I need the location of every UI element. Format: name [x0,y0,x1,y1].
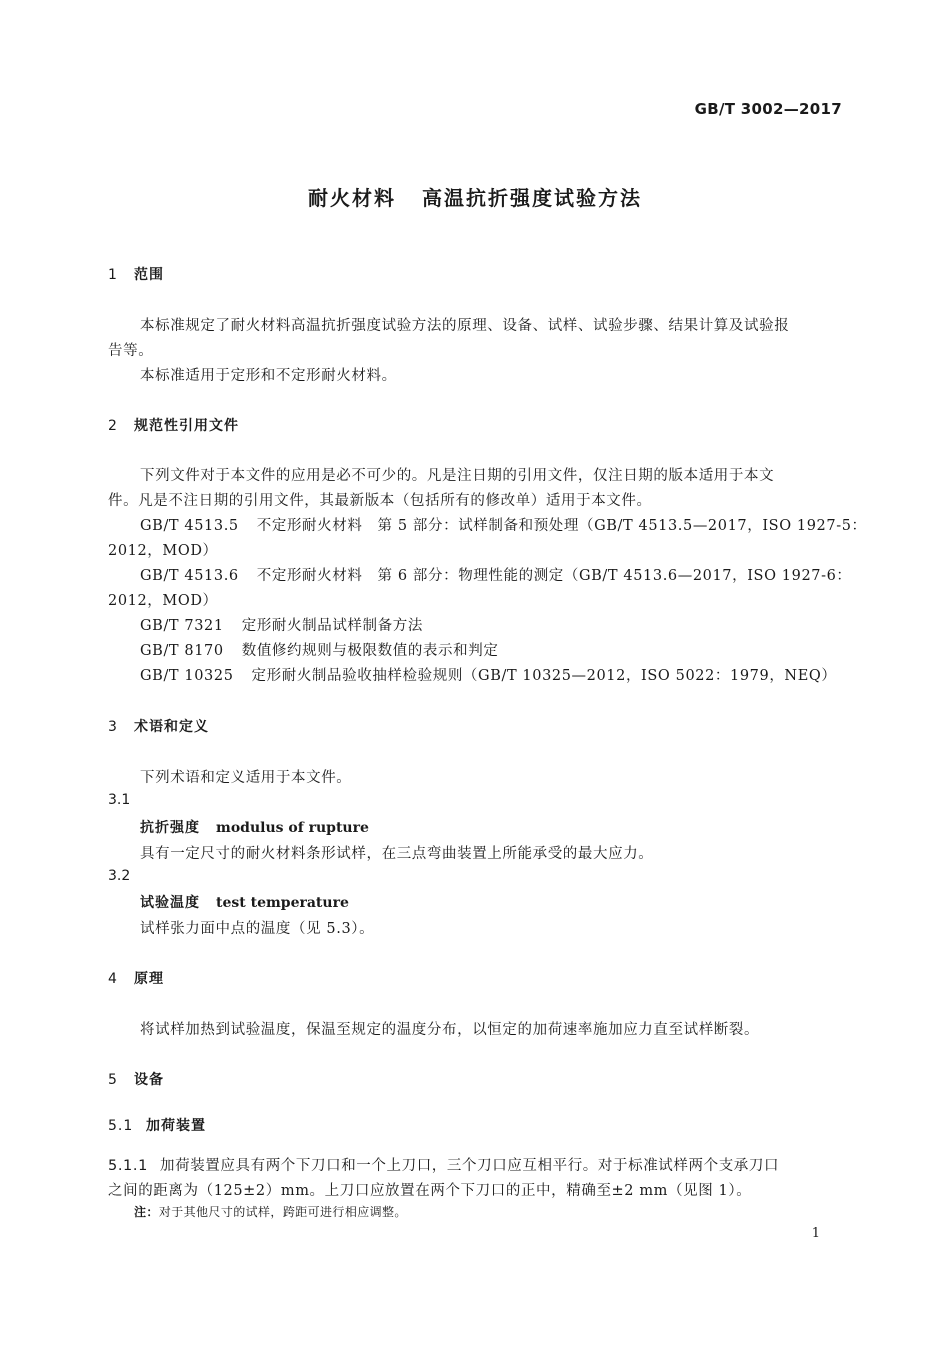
reference-item [140,564,852,585]
term-chinese: 抗折强度 [140,820,200,836]
reference-title: 数值修约规则与极限数值的表示和判定 [241,643,499,659]
section-3-heading [108,716,209,736]
reference-code: GB/T 8170 [140,643,224,659]
term-english: test temperature [216,895,349,911]
section-1-heading [108,264,164,284]
term-number: 3.1 [108,792,131,808]
reference-item [140,514,867,535]
reference-continuation: 2012，MOD） [108,593,218,609]
standard-number: GB/T 3002—2017 [694,100,842,118]
clause-number: 5.1.1 [108,1158,148,1174]
document-title [0,182,950,211]
reference-item [140,664,836,685]
title-part-2: 高温抗折强度试验方法 [422,186,642,210]
references-intro-line-1: 下列文件对于本文件的应用是必不可少的。凡是注日期的引用文件，仅注日期的版本适用于本文 [140,468,775,484]
reference-code: GB/T 4513.5 [140,518,239,534]
term-english: modulus of rupture [216,820,369,836]
title-part-1: 耐火材料 [308,186,396,210]
scope-paragraph-2: 本标准适用于定形和不定形耐火材料。 [140,368,397,384]
subsection-number: 5.1 [108,1118,134,1134]
section-number: 4 [108,971,118,987]
note-text: 对于其他尺寸的试样，跨距可进行相应调整。 [158,1205,407,1219]
section-title: 范围 [134,267,164,283]
section-title: 规范性引用文件 [134,418,239,434]
section-title: 设备 [134,1072,164,1088]
reference-title: 不定形耐火材料 第 6 部分：物理性能的测定（GB/T 4513.6—2017，ISO 1927-6： [256,568,852,584]
subsection-title: 加荷装置 [146,1118,206,1134]
term-number: 3.2 [108,868,131,884]
section-number: 2 [108,418,118,434]
term-heading [140,817,369,837]
term-heading [140,892,349,912]
note [134,1203,407,1220]
reference-title: 定形耐火制品验收抽样检验规则（GB/T 10325—2012，ISO 5022：1979，NEQ） [251,668,837,684]
clause-5-1-1-line-2: 之间的距离为（125±2）mm。上刀口应放置在两个下刀口的正中，精确至±2 mm（见图 1）。 [108,1183,752,1199]
section-title: 原理 [134,971,164,987]
scope-paragraph-1-line-2: 告等。 [108,343,154,359]
references-intro-line-2: 件。凡是不注日期的引用文件，其最新版本（包括所有的修改单）适用于本文件。 [108,493,652,509]
section-title: 术语和定义 [134,719,209,735]
subsection-5-1-heading [108,1115,206,1135]
section-2-heading [108,415,239,435]
section-number: 1 [108,267,118,283]
reference-code: GB/T 10325 [140,668,234,684]
reference-item [140,614,423,635]
section-4-heading [108,968,164,988]
principle-paragraph: 将试样加热到试验温度，保温至规定的温度分布，以恒定的加荷速率施加应力直至试样断裂。 [140,1022,760,1038]
reference-code: GB/T 4513.6 [140,568,239,584]
scope-paragraph-1-line-1: 本标准规定了耐火材料高温抗折强度试验方法的原理、设备、试样、试验步骤、结果计算及试验报 [140,318,790,334]
term-definition: 具有一定尺寸的耐火材料条形试样，在三点弯曲装置上所能承受的最大应力。 [140,846,654,862]
term-definition: 试样张力面中点的温度（见 5.3）。 [140,921,375,937]
reference-item [140,639,498,660]
term-chinese: 试验温度 [140,895,200,911]
terms-intro: 下列术语和定义适用于本文件。 [140,770,352,786]
reference-title: 定形耐火制品试样制备方法 [241,618,423,634]
note-label: 注： [134,1205,159,1219]
reference-title: 不定形耐火材料 第 5 部分：试样制备和预处理（GB/T 4513.5—2017，ISO 1927-5： [256,518,867,534]
section-number: 3 [108,719,118,735]
reference-continuation: 2012，MOD） [108,543,218,559]
section-number: 5 [108,1072,118,1088]
reference-code: GB/T 7321 [140,618,224,634]
clause-text: 加荷装置应具有两个下刀口和一个上刀口，三个刀口应互相平行。对于标准试样两个支承刀口 [160,1158,780,1174]
clause-5-1-1-line-1 [108,1154,779,1175]
page-number: 1 [811,1226,820,1241]
section-5-heading [108,1069,164,1089]
